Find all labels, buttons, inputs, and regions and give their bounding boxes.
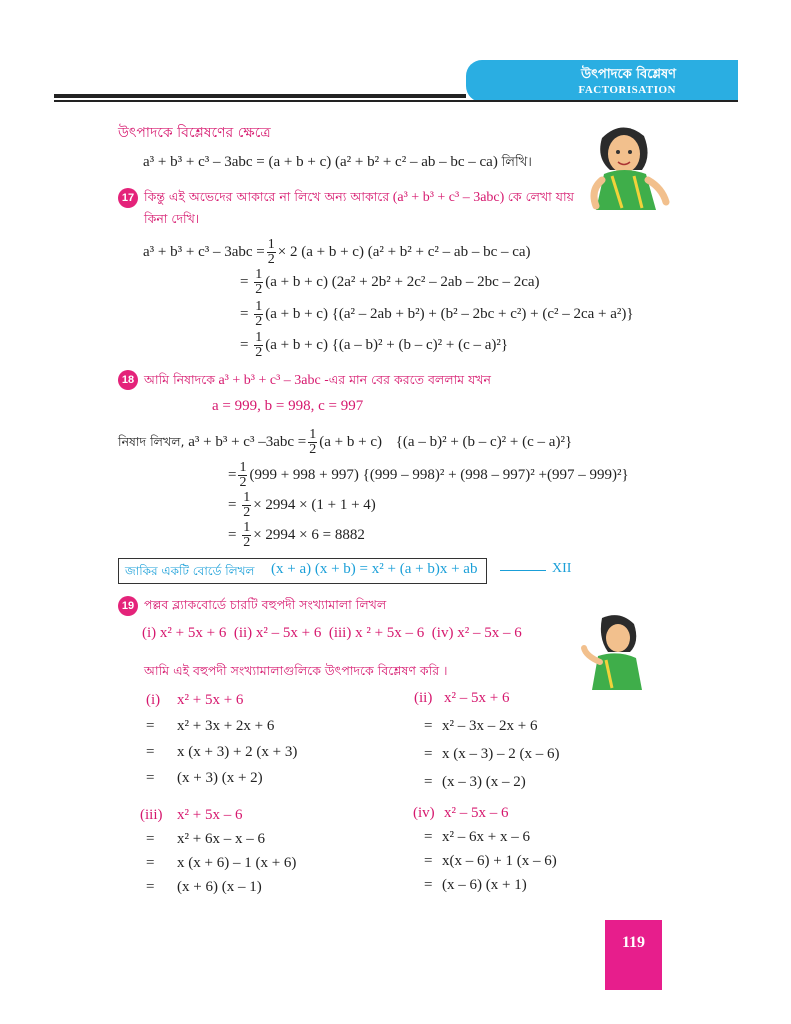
equals-sign: = xyxy=(146,879,155,895)
equals-sign: = xyxy=(424,774,433,790)
solution-i-expr: x² + 5x + 6 xyxy=(177,692,244,708)
chapter-title-bn: উৎপাদকে বিশ্লেষণ xyxy=(580,67,676,82)
numerator: 1 xyxy=(243,490,251,505)
header-rule xyxy=(54,94,466,98)
q17-step1 xyxy=(143,238,531,267)
formula-box xyxy=(118,558,487,584)
formula-tag: XII xyxy=(552,561,572,576)
formula-tag-line xyxy=(500,570,546,571)
q18-text: আমি নিষাদকে xyxy=(144,372,215,387)
denominator: 2 xyxy=(255,282,263,297)
page-number: 119 xyxy=(605,920,662,990)
equals-sign: = xyxy=(424,829,433,845)
denominator: 2 xyxy=(239,475,247,490)
equals-sign: = xyxy=(146,855,155,871)
q18-lead: নিষাদ লিখল, xyxy=(118,433,185,449)
solution-iii-label: (iii) xyxy=(140,807,163,823)
q18-step3 xyxy=(228,491,376,520)
fraction-half xyxy=(254,331,263,360)
q17-step1-lhs: a³ + b³ + c³ – 3abc = xyxy=(143,243,265,260)
q17-text1: কিন্তু এই অভেদের আকারে না লিখে অন্য আকারে xyxy=(144,189,390,204)
q18-step1-lhs: a³ + b³ + c³ –3abc = xyxy=(188,433,307,450)
equals-sign: = xyxy=(424,877,433,893)
q19-list: (i) x² + 5x + 6 (ii) x² – 5x + 6 (iii) x ² + 5x – 6 (iv) x² – 5x – 6 xyxy=(142,625,522,641)
fraction-half xyxy=(254,268,263,297)
formula-box-label: জাকির একটি বোর্ডে লিখল xyxy=(125,564,255,578)
equals-sign: = xyxy=(146,770,155,786)
numerator: 1 xyxy=(267,237,275,252)
equals-sign: = xyxy=(240,305,249,322)
fraction-half xyxy=(254,300,263,329)
q18-step4-rhs: × 2994 × 6 = 8882 xyxy=(253,526,365,543)
q18-step4 xyxy=(228,521,365,550)
q17-step1-rhs: × 2 (a + b + c) (a² + b² + c² – ab – bc – ca) xyxy=(277,243,531,260)
equals-sign: = xyxy=(146,744,155,760)
q17-step2-rhs: (a + b + c) (2a² + 2b² + 2c² – 2ab – 2bc – 2ca) xyxy=(265,273,540,290)
equals-sign: = xyxy=(424,718,433,734)
q19-instruction: আমি এই বহুপদী সংখ্যামালাগুলিকে উৎপাদকে বিশ্লেষণ করি । xyxy=(144,663,448,678)
question-number-18: 18 xyxy=(118,370,138,390)
equals-sign: = xyxy=(424,853,433,869)
q17-step4 xyxy=(240,331,508,360)
denominator: 2 xyxy=(267,252,275,267)
numerator: 1 xyxy=(309,427,317,442)
fraction-half xyxy=(267,238,276,267)
q19-text: পল্লব ব্ল্যাকবোর্ডে চারটি বহুপদী সংখ্যামালা লিখল xyxy=(144,597,387,612)
solution-iv-step3: (x – 6) (x + 1) xyxy=(442,877,527,893)
denominator: 2 xyxy=(255,345,263,360)
solution-iv-label: (iv) xyxy=(413,805,435,821)
q17-step2 xyxy=(240,268,540,297)
fraction-half xyxy=(308,428,317,457)
question-number-19: 19 xyxy=(118,596,138,616)
q17-step3-rhs: (a + b + c) {(a² – 2ab + b²) + (b² – 2bc + c²) + (c² – 2ca + a²)} xyxy=(265,305,634,322)
formula-box-formula: (x + a) (x + b) = x² + (a + b)x + ab xyxy=(271,561,478,577)
q18-step3-rhs: × 2994 × (1 + 1 + 4) xyxy=(253,496,376,513)
girl-illustration-small xyxy=(578,612,650,690)
q17-text3: কিনা দেখি। xyxy=(144,211,200,226)
q18-step1-rhs: (a + b + c) xyxy=(319,433,382,450)
solution-iii-step1: x² + 6x – x – 6 xyxy=(177,831,265,847)
solution-i-label: (i) xyxy=(146,692,161,708)
chapter-title-en: FACTORISATION xyxy=(578,84,676,96)
solution-ii-step2: x (x – 3) – 2 (x – 6) xyxy=(442,746,560,762)
q17-prompt xyxy=(144,189,574,209)
equals-sign: = xyxy=(228,466,237,483)
header-rule-thin xyxy=(54,100,466,102)
solution-ii-step3: (x – 3) (x – 2) xyxy=(442,774,526,790)
q17-text2: কে লেখা যায় xyxy=(507,189,574,204)
section-title: উৎপাদকে বিশ্লেষণের ক্ষেত্রে xyxy=(118,125,271,141)
chapter-banner xyxy=(466,60,738,102)
numerator: 1 xyxy=(255,267,263,282)
q18-text2: -এর মান বের করতে বললাম যখন xyxy=(324,372,491,387)
equals-sign: = xyxy=(424,746,433,762)
q17-step4-rhs: (a + b + c) {(a – b)² + (b – c)² + (c – a)²} xyxy=(265,336,509,353)
question-number-17: 17 xyxy=(118,188,138,208)
q18-step2-rhs: (999 + 998 + 997) {(999 – 998)² + (998 – 997)² +(997 – 999)²} xyxy=(249,466,629,483)
solution-iv-step1: x² – 6x + x – 6 xyxy=(442,829,530,845)
solution-ii-label: (ii) xyxy=(414,690,433,706)
denominator: 2 xyxy=(309,442,317,457)
equals-sign: = xyxy=(146,831,155,847)
numerator: 1 xyxy=(243,520,251,535)
equals-sign: = xyxy=(240,336,249,353)
q18-step1-rhs2: {(a – b)² + (b – c)² + (c – a)²} xyxy=(395,433,573,450)
numerator: 1 xyxy=(255,330,263,345)
solution-iii-step3: (x + 6) (x – 1) xyxy=(177,879,262,895)
q17-expr: (a³ + b³ + c³ – 3abc) xyxy=(392,190,505,205)
solution-iv-step2: x(x – 6) + 1 (x – 6) xyxy=(442,853,557,869)
solution-ii-expr: x² – 5x + 6 xyxy=(444,690,510,706)
girl-illustration xyxy=(582,118,670,210)
header-rule-right xyxy=(466,100,738,102)
solution-iii-step2: x (x + 6) – 1 (x + 6) xyxy=(177,855,297,871)
solution-iii-expr: x² + 5x – 6 xyxy=(177,807,243,823)
q18-prompt xyxy=(144,372,491,392)
q18-step2 xyxy=(228,461,629,490)
fraction-half xyxy=(238,461,247,490)
equals-sign: = xyxy=(228,526,237,543)
denominator: 2 xyxy=(243,505,251,520)
numerator: 1 xyxy=(239,460,247,475)
equals-sign: = xyxy=(240,273,249,290)
numerator: 1 xyxy=(255,299,263,314)
solution-i-step1: x² + 3x + 2x + 6 xyxy=(177,718,275,734)
identity-equation: a³ + b³ + c³ – 3abc = (a + b + c) (a² + b² + c² – ab – bc – ca) xyxy=(143,154,498,170)
denominator: 2 xyxy=(243,535,251,550)
equals-sign: = xyxy=(146,718,155,734)
solution-i-step3: (x + 3) (x + 2) xyxy=(177,770,263,786)
q18-expr: a³ + b³ + c³ – 3abc xyxy=(218,373,321,388)
fraction-half xyxy=(242,521,251,550)
q18-values: a = 999, b = 998, c = 997 xyxy=(212,398,364,414)
identity-line xyxy=(143,153,532,174)
q18-step1 xyxy=(118,428,572,457)
solution-ii-step1: x² – 3x – 2x + 6 xyxy=(442,718,538,734)
q17-step3 xyxy=(240,300,634,329)
denominator: 2 xyxy=(255,314,263,329)
solution-iv-expr: x² – 5x – 6 xyxy=(444,805,509,821)
equals-sign: = xyxy=(228,496,237,513)
solution-i-step2: x (x + 3) + 2 (x + 3) xyxy=(177,744,298,760)
identity-tail: লিখি। xyxy=(501,155,532,170)
fraction-half xyxy=(242,491,251,520)
